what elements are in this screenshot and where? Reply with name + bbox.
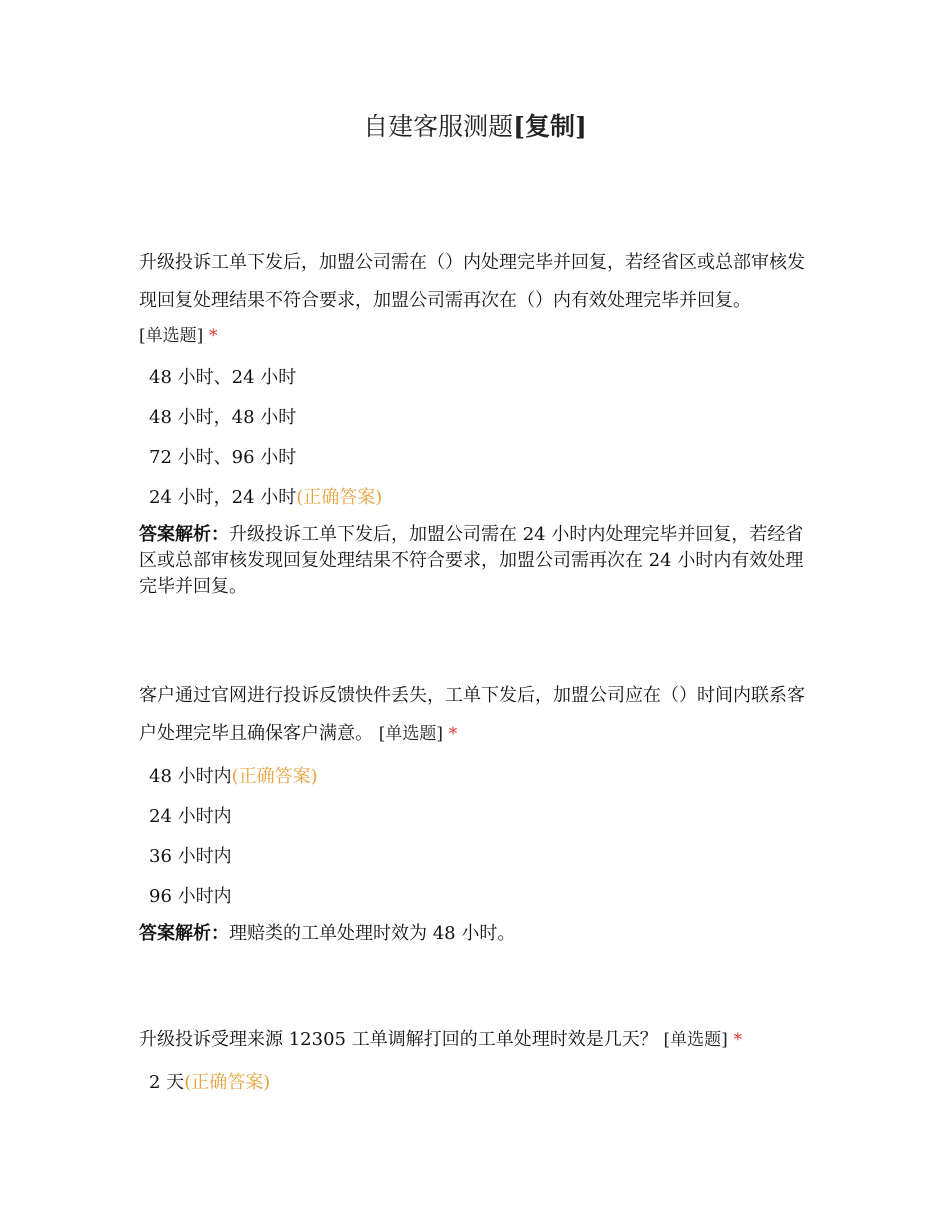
option-list xyxy=(139,358,819,518)
option-item[interactable] xyxy=(139,837,819,877)
option-label: 24 小时，24 小时 xyxy=(149,487,297,508)
option-item[interactable] xyxy=(139,358,819,398)
question-2-text: 客户通过官网进行投诉反馈快件丢失，工单下发后，加盟公司应在（）时间内联系客户处理完毕且确保客户满意。 xyxy=(139,685,805,744)
option-label: 48 小时内 xyxy=(149,766,232,787)
survey-title-suffix: [复制] xyxy=(513,112,587,141)
option-label: 48 小时、24 小时 xyxy=(149,367,297,388)
option-item[interactable] xyxy=(139,398,819,438)
option-label: 24 小时内 xyxy=(149,806,232,827)
explanation-text: 理赔类的工单处理时效为 48 小时。 xyxy=(229,923,516,944)
question-meta xyxy=(139,320,819,352)
option-item-correct[interactable] xyxy=(139,1063,819,1103)
question-text xyxy=(139,677,819,753)
required-mark: * xyxy=(209,326,218,346)
question-3 xyxy=(139,1021,819,1103)
option-label: 2 天 xyxy=(149,1072,185,1093)
question-type: [单选题] xyxy=(378,724,443,744)
question-3-text: 升级投诉受理来源 12305 工单调解打回的工单处理时效是几天？ xyxy=(139,1029,658,1050)
option-label: 72 小时、96 小时 xyxy=(149,447,297,468)
question-text xyxy=(139,244,819,320)
explanation-text: 升级投诉工单下发后，加盟公司需在 24 小时内处理完毕并回复，若经省区或总部审核发现回复处理结果不符合要求，加盟公司需再次在 24 小时内有效处理完毕并回复。 xyxy=(139,524,804,597)
option-label: 36 小时内 xyxy=(149,846,232,867)
explanation-label: 答案解析： xyxy=(139,524,229,545)
question-type: [单选题] xyxy=(139,326,204,346)
question-2 xyxy=(139,677,819,947)
required-mark: * xyxy=(448,724,458,744)
option-label: 48 小时，48 小时 xyxy=(149,407,297,428)
survey-title xyxy=(0,110,950,144)
correct-answer-mark: (正确答案) xyxy=(296,487,383,508)
question-1 xyxy=(139,244,819,600)
option-item[interactable] xyxy=(139,438,819,478)
option-item-correct[interactable] xyxy=(139,757,819,797)
question-text xyxy=(139,1021,819,1059)
answer-explanation xyxy=(139,921,819,947)
option-label: 96 小时内 xyxy=(149,886,232,907)
option-item[interactable] xyxy=(139,797,819,837)
correct-answer-mark: (正确答案) xyxy=(231,766,318,787)
correct-answer-mark: (正确答案) xyxy=(184,1072,271,1093)
explanation-label: 答案解析： xyxy=(139,923,229,944)
option-list xyxy=(139,1063,819,1103)
option-list xyxy=(139,757,819,917)
question-type: [单选题] xyxy=(663,1030,728,1050)
option-item-correct[interactable] xyxy=(139,478,819,518)
answer-explanation xyxy=(139,522,819,600)
survey-title-text: 自建客服测题 xyxy=(363,112,514,141)
required-mark: * xyxy=(733,1030,742,1050)
question-1-text: 升级投诉工单下发后，加盟公司需在（）内处理完毕并回复，若经省区或总部审核发现回复处理结果不符合要求，加盟公司需再次在（）内有效处理完毕并回复。 xyxy=(139,252,805,311)
option-item[interactable] xyxy=(139,877,819,917)
